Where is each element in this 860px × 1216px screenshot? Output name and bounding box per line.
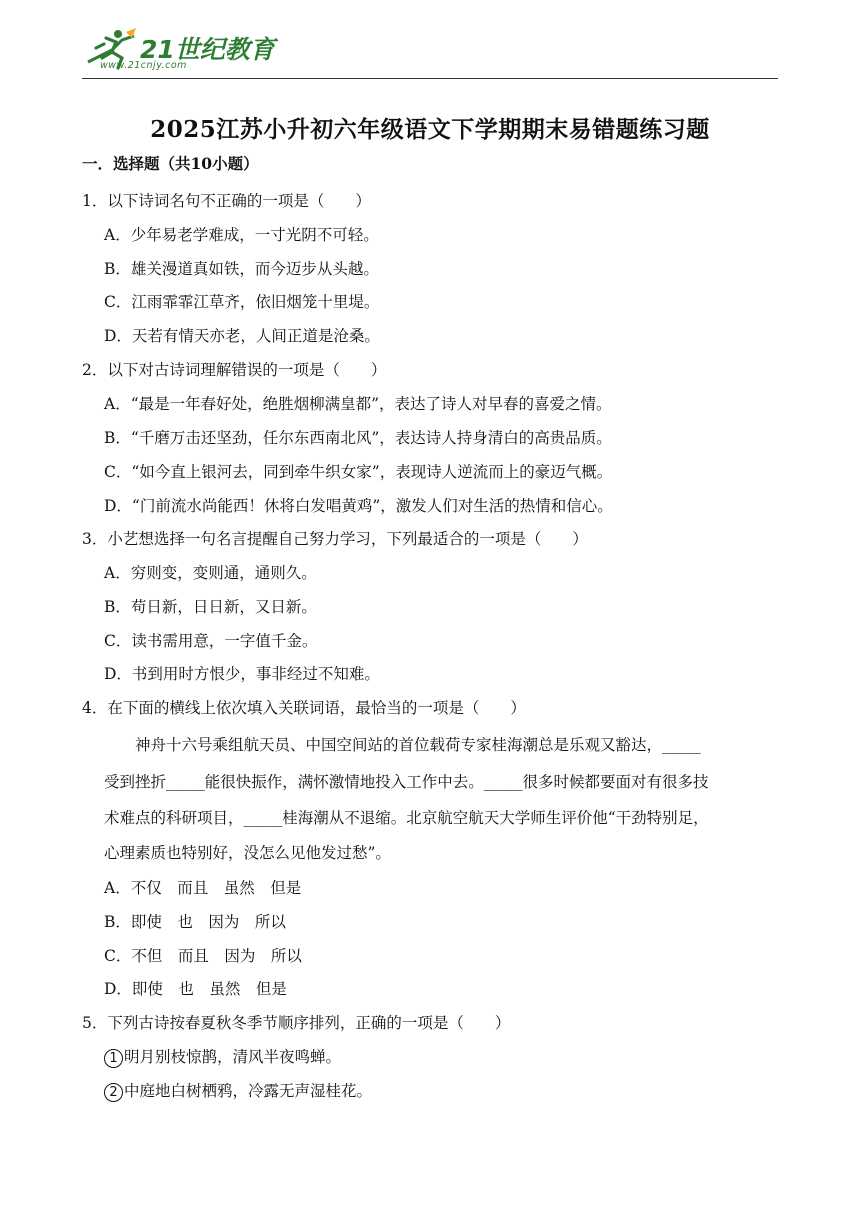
question-2-stem: 2．以下对古诗词理解错误的一项是（ ）	[82, 361, 387, 379]
question-5-stem: 5．下列古诗按春夏秋冬季节顺序排列，正确的一项是（ ）	[82, 1014, 511, 1032]
question-5-item-text: 明月别枝惊鹊，清风半夜鸣蝉。	[124, 1048, 342, 1066]
logo	[82, 26, 312, 78]
question-4-option-d: D．即使 也 虽然 但是	[104, 980, 287, 998]
question-3-option-b: B．苟日新，日日新，又日新。	[104, 598, 317, 616]
question-5-item-1	[104, 1045, 341, 1068]
question-2-option-d: D．“门前流水尚能西！休将白发唱黄鸡”，激发人们对生活的热情和信心。	[104, 497, 613, 515]
page-title: 2025江苏小升初六年级语文下学期期末易错题练习题	[150, 116, 710, 143]
question-4-stem: 4．在下面的横线上依次填入关联词语，最恰当的一项是（ ）	[82, 699, 526, 717]
question-1-option-a: A．少年易老学难成，一寸光阴不可轻。	[104, 226, 379, 244]
question-2-option-c: C．“如今直上银河去，同到牵牛织女家”，表现诗人逆流而上的豪迈气概。	[104, 463, 613, 481]
question-3-option-c: C．读书需用意，一字值千金。	[104, 632, 318, 650]
question-5-item-2	[104, 1079, 372, 1102]
question-2-option-a: A．“最是一年春好处，绝胜烟柳满皇都”，表达了诗人对早春的喜爱之情。	[104, 395, 612, 413]
logo-url: www.21cnjy.com	[100, 60, 187, 71]
question-4-passage-line: 受到挫折_____能很快振作，满怀激情地投入工作中去。_____很多时候都要面对有很多技	[104, 773, 709, 791]
circled-number: 2	[104, 1083, 123, 1102]
question-4-option-a: A．不仅 而且 虽然 但是	[104, 879, 302, 897]
question-4-passage-line: 术难点的科研项目，_____桂海潮从不退缩。北京航空航天大学师生评价他“干劲特别足，	[104, 809, 709, 827]
question-1-option-c: C．江雨霏霏江草齐，依旧烟笼十里堤。	[104, 293, 380, 311]
question-4-passage-line: 心理素质也特别好，没怎么见他发过愁”。	[104, 844, 391, 862]
question-3-stem: 3．小艺想选择一句名言提醒自己努力学习，下列最适合的一项是（ ）	[82, 530, 588, 548]
question-1-option-d: D．天若有情天亦老，人间正道是沧桑。	[104, 327, 380, 345]
header-divider	[82, 78, 778, 79]
question-1-option-b: B．雄关漫道真如铁，而今迈步从头越。	[104, 260, 379, 278]
question-4-option-b: B．即使 也 因为 所以	[104, 913, 286, 931]
question-4-option-c: C．不但 而且 因为 所以	[104, 947, 302, 965]
section-heading: 一．选择题（共10小题）	[82, 154, 259, 173]
question-1-stem: 1．以下诗词名句不正确的一项是（ ）	[82, 192, 371, 210]
circled-number: 1	[104, 1049, 123, 1068]
question-2-option-b: B．“千磨万击还坚劲，任尔东西南北风”，表达诗人持身清白的高贵品质。	[104, 429, 612, 447]
logo-text: 21世纪教育	[140, 35, 275, 64]
question-4-passage-line: 神舟十六号乘组航天员、中国空间站的首位载荷专家桂海潮总是乐观又豁达，_____	[104, 736, 701, 754]
question-3-option-a: A．穷则变，变则通，通则久。	[104, 564, 317, 582]
question-3-option-d: D．书到用时方恨少，事非经过不知难。	[104, 665, 380, 683]
question-5-item-text: 中庭地白树栖鸦，冷露无声湿桂花。	[124, 1082, 373, 1100]
page-header	[82, 26, 778, 80]
